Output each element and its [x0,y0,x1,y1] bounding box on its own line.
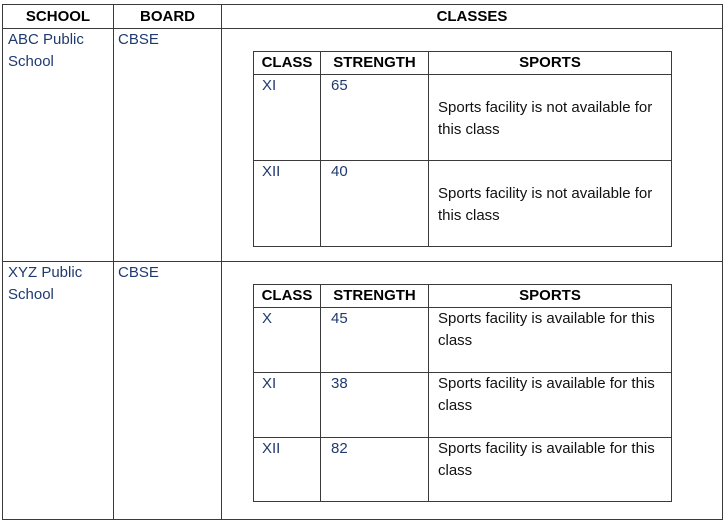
class-value: XII [262,163,281,180]
schools-table [2,4,723,520]
column-divider [428,285,429,501]
sports-value: Sports facility is not available for this class [438,99,653,138]
column-divider [113,5,114,519]
class-value: XI [262,375,277,392]
row-divider [254,160,671,161]
header-board: BOARD [140,8,195,25]
header-sports: SPORTS [519,287,581,304]
board-value: CBSE [118,31,159,48]
column-divider [428,52,429,246]
header-strength: STRENGTH [333,54,416,71]
header-sports: SPORTS [519,54,581,71]
class-value: XI [262,77,277,94]
school-name: XYZ Public School [8,264,83,303]
classes-table [253,51,672,247]
column-divider [221,5,222,519]
column-divider [320,52,321,246]
header-divider [3,28,722,29]
strength-value: 65 [331,77,348,94]
school-name: ABC Public School [8,31,84,70]
column-divider [320,285,321,501]
sports-value: Sports facility is available for this class [438,310,655,349]
strength-value: 38 [331,375,348,392]
header-school: SCHOOL [25,8,91,25]
sports-value: Sports facility is available for this class [438,375,655,414]
sports-value: Sports facility is not available for this class [438,185,653,224]
header-class: CLASS [261,54,313,71]
header-strength: STRENGTH [333,287,416,304]
header-classes: CLASSES [436,8,508,25]
row-divider [3,261,722,262]
header-class: CLASS [261,287,313,304]
header-divider [254,74,671,75]
strength-value: 40 [331,163,348,180]
sports-value: Sports facility is available for this class [438,440,655,479]
classes-table [253,284,672,502]
board-value: CBSE [118,264,159,281]
class-value: XII [262,440,281,457]
strength-value: 45 [331,310,348,327]
class-value: X [262,310,273,327]
strength-value: 82 [331,440,348,457]
